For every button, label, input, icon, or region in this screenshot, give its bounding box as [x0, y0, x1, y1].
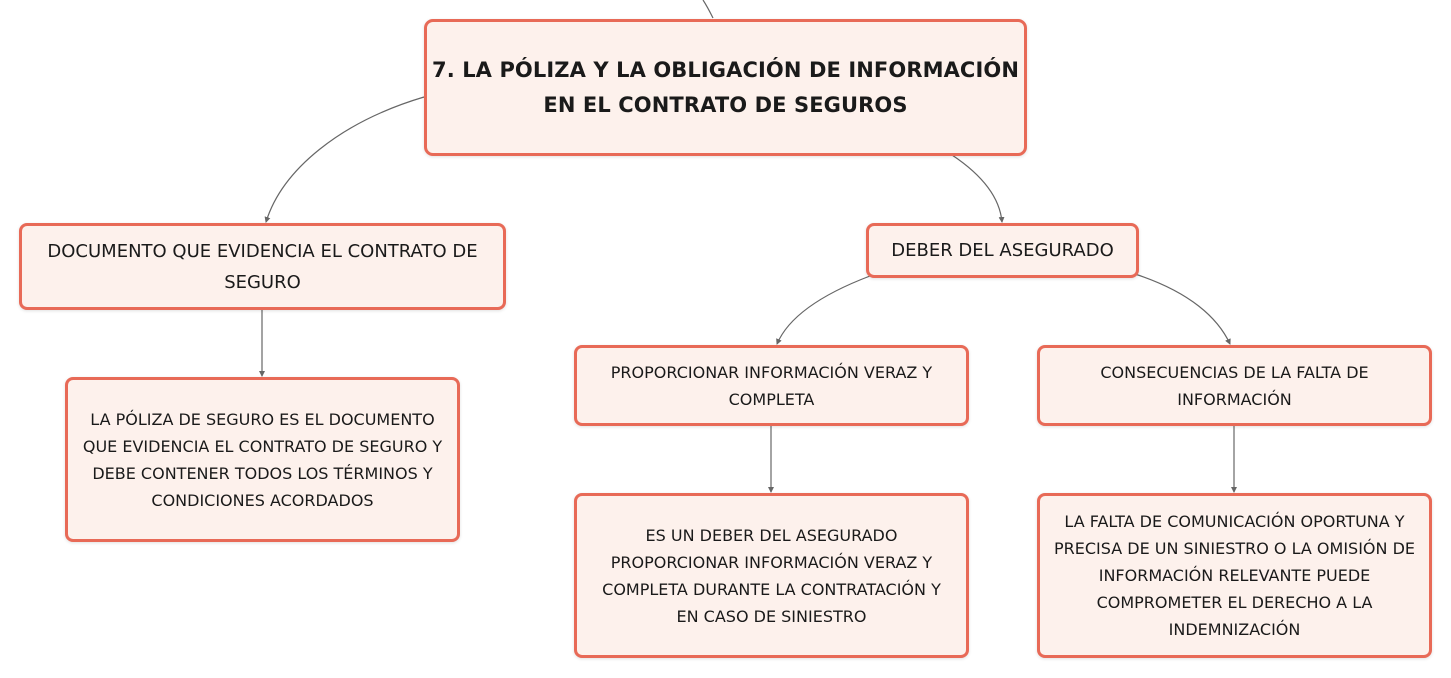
documento-label: DOCUMENTO QUE EVIDENCIA EL CONTRATO DE SEGURO: [47, 240, 478, 293]
root-topic-label: 7. LA PÓLIZA Y LA OBLIGACIÓN DE INFORMACIÓN EN EL CONTRATO DE SEGUROS: [432, 57, 1019, 117]
poliza-description-node[interactable]: [65, 377, 460, 542]
documento-node[interactable]: [19, 223, 506, 310]
connector-deber-to-consecuencias: [1135, 274, 1230, 344]
connector-parent-to-root: [703, 0, 713, 18]
consecuencias-node[interactable]: [1037, 345, 1432, 426]
consecuencias-description-label: LA FALTA DE COMUNICACIÓN OPORTUNA Y PRECISA DE UN SINIESTRO O LA OMISIÓN DE INFORMACIÓN RELEVANTE PUEDE COMPROMETER EL DERECHO A LA INDEMNIZACIÓN: [1054, 512, 1415, 639]
poliza-description-label: LA PÓLIZA DE SEGURO ES EL DOCUMENTO QUE EVIDENCIA EL CONTRATO DE SEGURO Y DEBE CONTENER TODOS LOS TÉRMINOS Y CONDICIONES ACORDADOS: [82, 409, 443, 510]
proporcionar-informacion-node[interactable]: [574, 345, 969, 426]
deber-asegurado-label: DEBER DEL ASEGURADO: [891, 240, 1114, 261]
proporcionar-description-label: ES UN DEBER DEL ASEGURADO PROPORCIONAR INFORMACIÓN VERAZ Y COMPLETA DURANTE LA CONTRATACIÓN Y EN CASO DE SINIESTRO: [602, 525, 941, 626]
connector-deber-to-proporcionar: [777, 276, 870, 344]
connector-root-to-deber: [952, 155, 1002, 222]
deber-asegurado-node[interactable]: [866, 223, 1139, 278]
consecuencias-label: CONSECUENCIAS DE LA FALTA DE INFORMACIÓN: [1100, 362, 1369, 409]
root-topic-node[interactable]: [424, 19, 1027, 156]
proporcionar-description-node[interactable]: [574, 493, 969, 658]
proporcionar-informacion-label: PROPORCIONAR INFORMACIÓN VERAZ Y COMPLETA: [610, 362, 933, 409]
connector-root-to-documento: [266, 97, 424, 222]
consecuencias-description-node[interactable]: [1037, 493, 1432, 658]
